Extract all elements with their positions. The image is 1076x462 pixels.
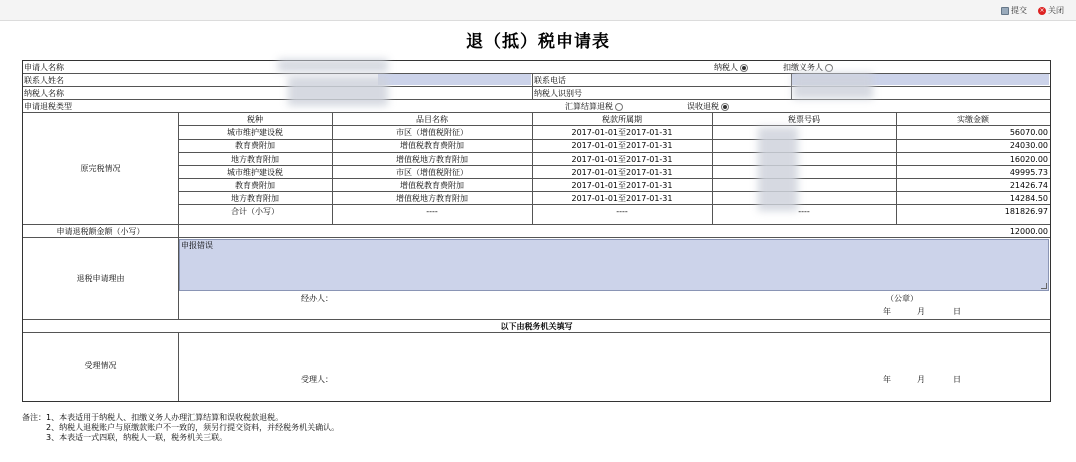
form-title: 退（抵）税申请表 (466, 32, 610, 52)
withholding-radio[interactable] (825, 64, 833, 72)
accept-year-label: 年 (883, 375, 891, 384)
row-3-period: 2017-01-01至2017-01-31 (571, 155, 673, 164)
row-2-period: 2017-01-01至2017-01-31 (571, 141, 673, 150)
settlement-radio[interactable] (615, 103, 623, 111)
contact-name-label: 联系人姓名 (24, 76, 64, 85)
col-header-amount: 实缴金额 (957, 115, 989, 124)
row-4-amount: 49995.73 (1009, 168, 1048, 177)
taxpayer-radio[interactable] (740, 64, 748, 72)
taxpayer-id-redacted (793, 73, 873, 99)
type-option-mistaken-label: 误收退税 (687, 102, 719, 111)
seal-label: （公章） (886, 294, 918, 303)
date-day-label: 日 (953, 307, 961, 316)
type-option-settlement-label: 汇算结算退税 (565, 102, 613, 111)
submit-label: 提交 (1011, 6, 1027, 15)
row-6-period: 2017-01-01至2017-01-31 (571, 194, 673, 203)
original-tax-label: 原完税情况 (80, 164, 121, 173)
refund-total-value[interactable]: 12000.00 (1009, 227, 1048, 236)
row-5-period: 2017-01-01至2017-01-31 (571, 181, 673, 190)
row-2-tax: 教育费附加 (235, 141, 275, 150)
row-3-amount: 16020.00 (1009, 155, 1048, 164)
type-option-mistaken[interactable] (687, 102, 729, 112)
type-option-settlement[interactable] (565, 102, 623, 112)
close-button[interactable] (1038, 5, 1064, 16)
row-1-tax: 城市维护建设税 (227, 128, 283, 137)
row-5-tax: 教育费附加 (235, 181, 275, 190)
taxpayer-id-label: 纳税人识别号 (534, 89, 582, 98)
row-1-period: 2017-01-01至2017-01-31 (571, 128, 673, 137)
reason-textarea[interactable] (179, 239, 1049, 291)
note-line-1: 备注：1、本表适用于纳税人、扣缴义务人办理汇算结算和误收税款退税。 (22, 413, 284, 422)
total-amount: 181826.97 (1004, 207, 1048, 216)
mistaken-radio[interactable] (721, 103, 729, 111)
row-3-tax: 地方教育附加 (231, 155, 279, 164)
withholding-radio-label: 扣缴义务人 (783, 63, 823, 72)
col-header-period: 税款所属期 (602, 115, 642, 124)
withholding-radio-option[interactable] (783, 63, 833, 73)
refund-form (22, 60, 1051, 402)
notes-section (22, 413, 339, 443)
taxpayer-radio-option[interactable] (714, 63, 748, 73)
taxpayer-name-label: 纳税人名称 (24, 89, 64, 98)
row-6-amount: 14284.50 (1009, 194, 1048, 203)
col-header-ticket: 税票号码 (788, 115, 820, 124)
ticket-number-redacted (758, 127, 798, 211)
row-6-tax: 地方教育附加 (231, 194, 279, 203)
total-ticket-dash: ---- (798, 207, 810, 216)
date-month-label: 月 (917, 307, 925, 316)
row-1-amount: 56070.00 (1009, 128, 1048, 137)
refund-total-label: 申请退税额金额（小写） (56, 227, 145, 236)
refund-type-label: 申请退税类型 (24, 102, 72, 111)
tax-authority-header: 以下由税务机关填写 (500, 322, 573, 331)
row-1-item: 市区（增值税附征） (396, 128, 468, 137)
col-header-tax: 税种 (247, 115, 263, 124)
row-5-item: 增值税教育费附加 (400, 181, 464, 190)
submit-button[interactable] (1001, 5, 1027, 16)
acceptance-label: 受理情况 (84, 361, 117, 370)
row-2-item: 增值税教育费附加 (400, 141, 464, 150)
taxpayer-radio-label: 纳税人 (714, 63, 738, 72)
applicant-name-label: 申请人名称 (24, 63, 64, 72)
row-2-amount: 24030.00 (1009, 141, 1048, 150)
accept-month-label: 月 (917, 375, 925, 384)
accept-day-label: 日 (953, 375, 961, 384)
col-header-item: 品目名称 (416, 115, 448, 124)
acceptor-label: 受理人： (301, 375, 333, 384)
contact-phone-label: 联系电话 (534, 76, 566, 85)
close-icon: × (1039, 6, 1045, 14)
contact-name-input[interactable] (378, 74, 531, 85)
handler-label: 经办人： (301, 294, 333, 303)
row-4-period: 2017-01-01至2017-01-31 (571, 168, 673, 177)
row-3-item: 增值税地方教育附加 (396, 155, 468, 164)
total-item-dash: ---- (426, 207, 438, 216)
total-period-dash: ---- (616, 207, 628, 216)
resize-grip-icon[interactable] (1041, 283, 1047, 289)
row-6-item: 增值税地方教育附加 (396, 194, 468, 203)
row-4-item: 市区（增值税附征） (396, 168, 468, 177)
total-label: 合计（小写） (231, 207, 279, 216)
note-line-3: 3、本表适一式四联，纳税人一联，税务机关三联。 (46, 433, 228, 442)
reason-label: 退税申请理由 (76, 274, 125, 283)
save-icon (1001, 7, 1009, 15)
note-line-2: 2、纳税人退税账户与原缴款账户不一致的，须另行提交资料，并经税务机关确认。 (46, 423, 340, 432)
applicant-name-redacted (278, 59, 388, 72)
reason-text: 申报错误 (181, 241, 213, 250)
row-5-amount: 21426.74 (1009, 181, 1048, 190)
close-label: 关闭 (1048, 6, 1064, 15)
top-toolbar (0, 0, 1076, 21)
date-year-label: 年 (883, 307, 891, 316)
taxpayer-name-redacted (288, 76, 388, 106)
row-4-tax: 城市维护建设税 (227, 168, 283, 177)
